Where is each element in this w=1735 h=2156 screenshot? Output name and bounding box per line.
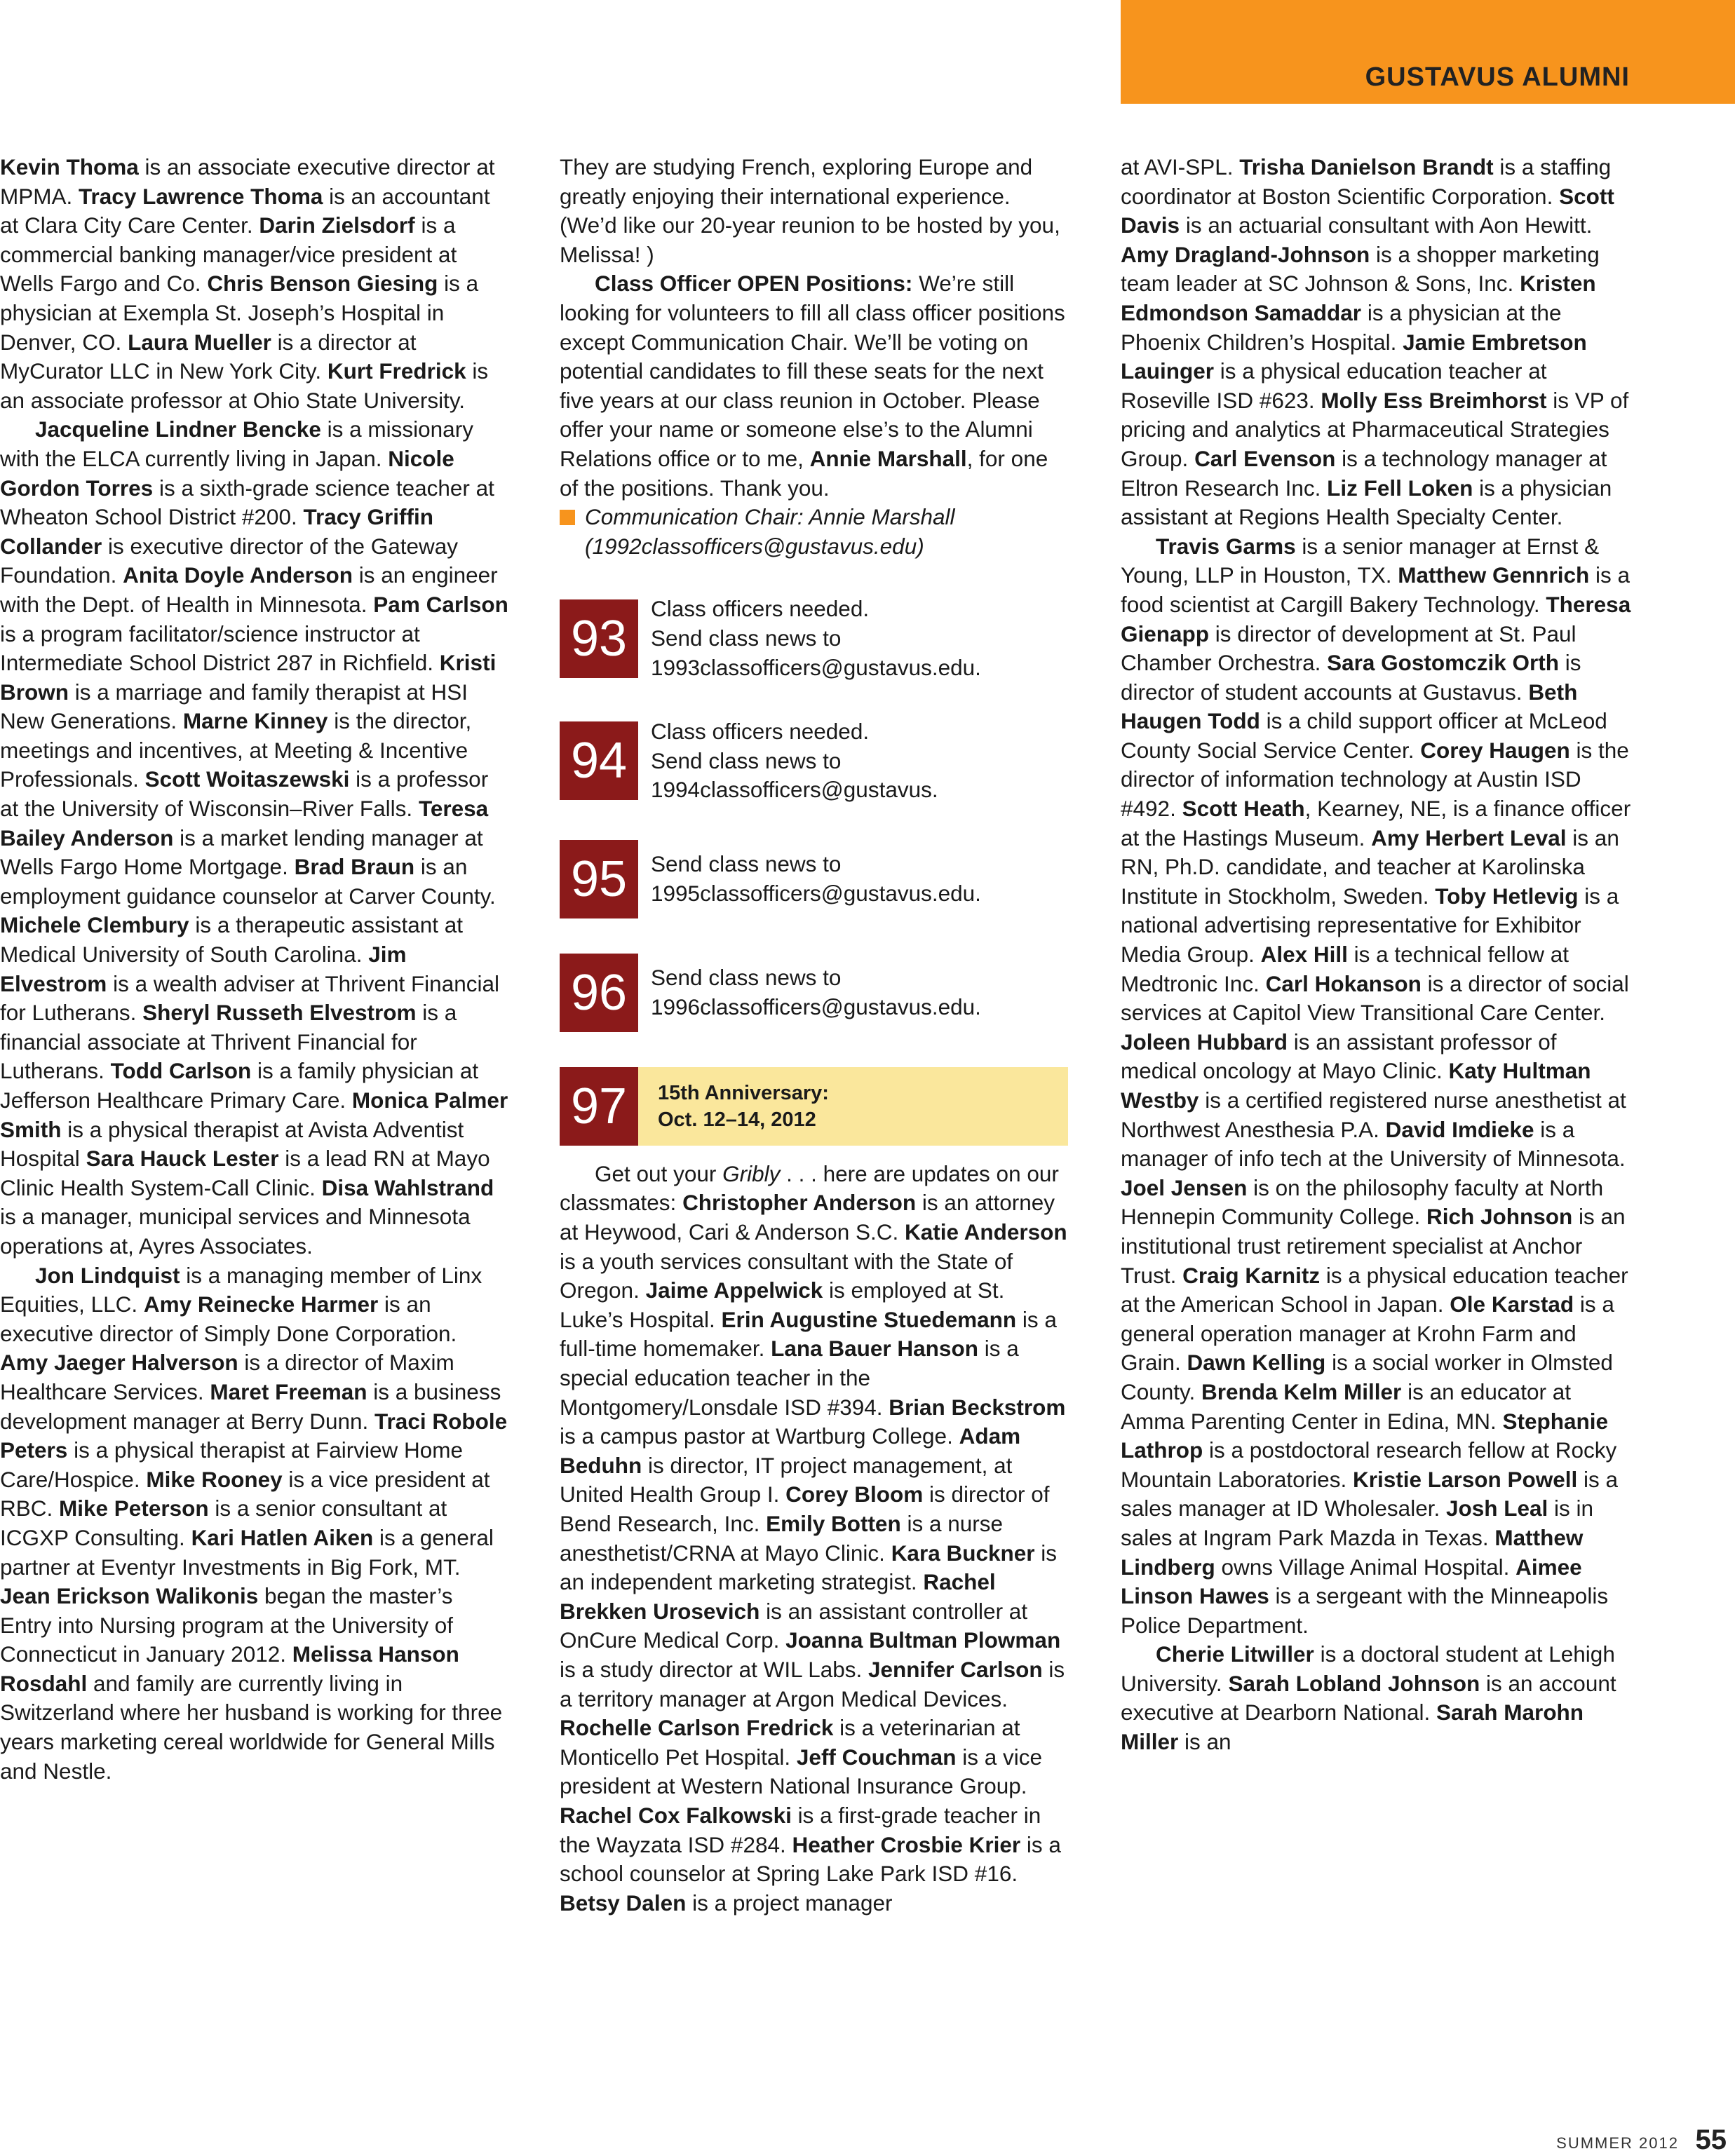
body-text: is a professor at the University of Wisconsin–River Falls. — [0, 766, 489, 822]
body-text: is a vice president at RBC. — [0, 1466, 490, 1521]
body-text: is an associate executive director at MPMA. — [0, 154, 495, 209]
body-text: is a youth services consultant with the State of Oregon. — [560, 1248, 1013, 1303]
classmate-name: Class Officer OPEN Positions: — [595, 271, 913, 297]
body-text: is an independent marketing strategist. — [560, 1540, 1058, 1595]
classmate-name: Amy Jaeger Halverson — [0, 1350, 238, 1376]
classmate-name: Cherie Litwiller — [1156, 1641, 1314, 1667]
classmate-name: Betsy Dalen — [560, 1890, 687, 1916]
year-note-line: 1996classofficers@gustavus.edu. — [651, 994, 981, 1019]
body-text: is a managing member of Linx Equities, LLC. — [0, 1262, 482, 1317]
body-text: , Kearney, NE, is a finance officer at the Hastings Museum. — [1121, 796, 1631, 850]
classmate-name: Laura Mueller — [128, 329, 271, 355]
paragraph: They are studying French, exploring Europe and greatly enjoying their international experience. (We’d like our 20-year reunion to be hosted by you, Melissa! ) — [560, 154, 1060, 267]
classmate-name: Craig Karnitz — [1182, 1262, 1321, 1288]
classmate-name: Scott Woitaszewski — [144, 766, 350, 792]
body-text: is an executive director of Simply Done Corporation. — [0, 1291, 457, 1346]
classmate-name: Chris Benson Giesing — [207, 271, 438, 297]
classmate-name: Marne Kinney — [182, 708, 328, 734]
paragraph — [1121, 532, 1633, 1641]
classmate-name: Traci Robole Peters — [0, 1408, 508, 1463]
body-text: is an RN, Ph.D. candidate, and teacher at Karolinska Institute in Stockholm, Sweden. — [1121, 825, 1619, 909]
classmate-name: Trisha Danielson Brandt — [1239, 154, 1494, 179]
classmate-name: Darin Zielsdorf — [259, 212, 415, 238]
classmate-name: Tracy Lawrence Thoma — [79, 183, 323, 209]
classmate-name: Jim Elvestrom — [0, 942, 407, 996]
body-text: is executive director of the Gateway Foundation. — [0, 533, 459, 588]
classmate-name: Jon Lindquist — [35, 1262, 180, 1288]
page-number: 55 — [1695, 2124, 1727, 2155]
classmate-name: Jean Erickson Walikonis — [0, 1583, 259, 1609]
classmate-name: Maret Freeman — [210, 1378, 367, 1404]
classmate-name: Kevin Thoma — [0, 154, 139, 179]
section-title: GUSTAVUS ALUMNI — [1365, 62, 1630, 92]
year-note-line: Send class news to — [651, 965, 842, 991]
body-text: is a physical education teacher at the American School in Japan. — [1121, 1262, 1628, 1317]
classmate-name: Alex Hill — [1260, 942, 1348, 968]
body-text: is a therapeutic assistant at Medical University of South Carolina. — [0, 912, 464, 968]
body-text: and family are currently living in Switzerland where her husband is working for three years marketing cereal worldwide for General Mills and Nestle. — [0, 1670, 503, 1784]
classmate-name: Monica Palmer Smith — [0, 1087, 508, 1142]
body-text: is a senior manager at Ernst & Young, LLP in Houston, TX. — [1121, 533, 1600, 588]
body-text: is an associate professor at Ohio State University. — [0, 358, 489, 413]
body-text: is a physical therapist at Avista Adventist Hospital — [0, 1116, 464, 1172]
classmate-name: Amy Herbert Leval — [1371, 825, 1567, 850]
classmate-name: Joanna Bultman Plowman — [785, 1627, 1061, 1653]
body-text: is employed at St. Luke’s Hospital. — [560, 1277, 1005, 1332]
body-text: is a child support officer at McLeod County Social Service Center. — [1121, 708, 1607, 763]
class-year-95 — [560, 840, 1068, 918]
classmate-name: Kari Hatlen Aiken — [191, 1524, 374, 1550]
year-number: 97 — [560, 1067, 638, 1146]
anniversary-banner — [560, 1067, 1068, 1146]
body-text: is an assistant controller at OnCure Medical Corp. — [560, 1598, 1028, 1653]
body-text: is an engineer with the Dept. of Health in Minnesota. — [0, 562, 498, 617]
classmate-name: Katie Anderson — [905, 1219, 1067, 1245]
body-text: is a market lending manager at Wells Fargo Home Mortgage. — [0, 825, 483, 880]
classmate-name: Brad Braun — [294, 854, 415, 880]
body-text: is a marriage and family therapist at HSI New Generations. — [0, 679, 468, 734]
classmate-name: Sara Hauck Lester — [86, 1146, 279, 1172]
paragraph — [0, 153, 508, 415]
body-text: is a director of social services at Capitol View Transitional Care Center. — [1121, 970, 1629, 1026]
classmate-name: Adam Beduhn — [560, 1423, 1021, 1478]
year-note — [651, 963, 981, 1022]
body-text: is a wealth adviser at Thrivent Financial for Lutherans. — [0, 970, 500, 1026]
column-3 — [1121, 153, 1633, 1757]
body-text: is a physical education teacher at Roseville ISD #623. — [1121, 358, 1547, 413]
year-note-line: Class officers needed. — [651, 719, 870, 745]
class-year-93 — [560, 595, 1068, 682]
body-text: is a veterinarian at Monticello Pet Hospital. — [560, 1715, 1020, 1770]
body-text: is a social worker in Olmsted County. — [1121, 1350, 1613, 1404]
classmate-name: Rachel Brekken Urosevich — [560, 1569, 996, 1624]
classmate-name: Joel Jensen — [1121, 1174, 1248, 1200]
body-text: is a commercial banking manager/vice president at Wells Fargo and Co. — [0, 212, 457, 297]
body-text: is the director, meetings and incentives, at Meeting & Incentive Professionals. — [0, 708, 472, 792]
classmate-name: Toby Hetlevig — [1435, 883, 1579, 909]
classmate-name: Michele Clembury — [0, 912, 189, 938]
classmate-name: Molly Ess Breimhorst — [1321, 387, 1547, 413]
body-text: is a first-grade teacher in the Wayzata ISD #284. — [560, 1802, 1041, 1857]
year-number: 93 — [560, 599, 638, 678]
classmate-name: David Imdieke — [1385, 1116, 1534, 1142]
body-text: Get out your — [595, 1160, 723, 1186]
classmate-name: Sarah Marohn Miller — [1121, 1700, 1584, 1755]
body-text: is a technical fellow at Medtronic Inc. — [1121, 942, 1569, 996]
bullet-square-icon — [560, 510, 575, 525]
paragraph — [560, 269, 1068, 503]
paragraph — [1121, 1640, 1633, 1756]
classmate-name: Corey Haugen — [1420, 737, 1570, 763]
body-text: is an accountant at Clara City Care Center. — [0, 183, 490, 238]
body-text: owns Village Animal Hospital. — [1215, 1554, 1516, 1580]
body-text: is a technology manager at Eltron Research Inc. — [1121, 445, 1607, 501]
body-text: is in sales at Ingram Park Mazda in Texas. — [1121, 1496, 1594, 1550]
classmate-name: Ole Karstad — [1450, 1291, 1574, 1317]
body-text: We’re still looking for volunteers to fill all class officer positions except Communication Chair. We’ll be voting on potential candidates to fill these seats for the next five years at our class reunion in October. Please offer your name or someone else’s to the Alumni Relations office or to me, — [560, 271, 1065, 471]
body-text: is VP of pricing and analytics at Pharmaceutical Strategies Group. — [1121, 387, 1629, 471]
classmate-name: Matthew Gennrich — [1398, 562, 1590, 588]
body-text: is a sales manager at ID Wholesaler. — [1121, 1466, 1619, 1521]
year-number: 95 — [560, 840, 638, 918]
signature-text: Communication Chair: Annie Marshall (1992classofficers@gustavus.edu) — [585, 504, 955, 559]
italic-text: Gribly — [722, 1160, 781, 1186]
classmate-name: Jennifer Carlson — [868, 1656, 1043, 1682]
classmate-name: Beth Haugen Todd — [1121, 679, 1578, 734]
classmate-name: Lana Bauer Hanson — [771, 1336, 978, 1362]
classmate-name: Nicole Gordon Torres — [0, 445, 454, 501]
paragraph — [560, 1160, 1068, 1918]
classmate-name: Matthew Lindberg — [1121, 1524, 1584, 1580]
body-text: at AVI-SPL. — [1121, 154, 1240, 179]
year-note-line: Send class news to — [651, 747, 842, 773]
classmate-name: Carl Evenson — [1194, 445, 1336, 471]
body-text: is a physician assistant at Regions Health Specialty Center. — [1121, 475, 1612, 530]
column-1 — [0, 153, 508, 1786]
classmate-name: Pam Carlson — [373, 591, 508, 617]
body-text: is a postdoctoral research fellow at Rocky Mountain Laboratories. — [1121, 1437, 1617, 1492]
body-text: is a school counselor at Spring Lake Park ISD #16. — [560, 1831, 1061, 1887]
year-note — [651, 850, 981, 908]
classmate-name: Melissa Hanson Rosdahl — [0, 1641, 459, 1696]
body-text: began the master’s Entry into Nursing program at the University of Connecticut in January 2012. — [0, 1583, 454, 1667]
year-note-line: 1995classofficers@gustavus.edu. — [651, 880, 981, 906]
body-text: is a national advertising representative for Exhibitor Media Group. — [1121, 883, 1619, 968]
body-text: is a general operation manager at Krohn Farm and Grain. — [1121, 1291, 1614, 1376]
classmate-name: Jaime Appelwick — [645, 1277, 823, 1303]
body-text: is a doctoral student at Lehigh University. — [1121, 1641, 1615, 1696]
signature — [560, 503, 1068, 561]
anniversary-text — [658, 1080, 829, 1133]
body-text: is a project manager — [686, 1890, 893, 1916]
classmate-name: Joleen Hubbard — [1121, 1029, 1288, 1055]
year-note-line: 1994classofficers@gustavus. — [651, 777, 938, 803]
section-header-band — [1121, 0, 1735, 104]
body-text: is director of Bend Research, Inc. — [560, 1482, 1050, 1536]
classmate-name: Teresa Bailey Anderson — [0, 796, 489, 850]
classmate-name: Sarah Lobland Johnson — [1228, 1670, 1480, 1696]
classmate-name: Jacqueline Lindner Bencke — [35, 416, 321, 442]
classmate-name: Liz Fell Loken — [1327, 475, 1473, 501]
classmate-name: Annie Marshall — [809, 445, 967, 471]
body-text: is an educator at Amma Parenting Center in Edina, MN. — [1121, 1378, 1571, 1434]
year-note-line: Send class news to — [651, 625, 842, 651]
body-text: is a certified registered nurse anesthetist at Northwest Anesthesia P.A. — [1121, 1087, 1626, 1142]
body-text: is a director at MyCurator LLC in New York City. — [0, 329, 417, 384]
body-text: is an assistant professor of medical oncology at Mayo Clinic. — [1121, 1029, 1557, 1084]
classmate-name: Kristie Larson Powell — [1352, 1466, 1578, 1492]
body-text: . . . here are updates on our classmates: — [560, 1160, 1059, 1216]
body-text: is a family physician at Jefferson Healthcare Primary Care. — [0, 1058, 479, 1113]
body-text: is a physician at Exempla St. Joseph’s Hospital in Denver, CO. — [0, 271, 479, 355]
body-text: is a general partner at Eventyr Investments in Big Fork, MT. — [0, 1524, 494, 1580]
body-text: is a vice president at Western National Insurance Group. — [560, 1744, 1042, 1799]
paragraph — [0, 1261, 508, 1787]
classmate-name: Disa Wahlstrand — [321, 1174, 494, 1200]
classmate-name: Travis Garms — [1156, 533, 1296, 559]
body-text: is director of student accounts at Gustavus. — [1121, 650, 1581, 705]
classmate-name: Amy Reinecke Harmer — [143, 1291, 379, 1317]
classmate-name: Mike Rooney — [146, 1466, 283, 1492]
body-text: is an actuarial consultant with Aon Hewitt. — [1180, 212, 1593, 238]
body-text: is an account executive at Dearborn National. — [1121, 1670, 1616, 1726]
column-2 — [560, 153, 1068, 1918]
classmate-name: Anita Doyle Anderson — [123, 562, 353, 588]
body-text: is a senior consultant at ICGXP Consulting. — [0, 1496, 447, 1550]
body-text: is a financial associate at Thrivent Financial for Lutherans. — [0, 1000, 457, 1084]
body-text: is the director of information technology at Austin ISD #492. — [1121, 737, 1629, 822]
body-text: is director of development at St. Paul Chamber Orchestra. — [1121, 621, 1577, 676]
classmate-name: Josh Leal — [1445, 1496, 1548, 1521]
body-text: is an employment guidance counselor at Carver County. — [0, 854, 496, 909]
classmate-name: Carl Hokanson — [1265, 970, 1422, 996]
paragraph — [0, 415, 508, 1261]
body-text: is a nurse anesthetist/CRNA at Mayo Clinic. — [560, 1511, 1004, 1566]
class-year-96 — [560, 954, 1068, 1032]
body-text: is a business development manager at Berry Dunn. — [0, 1378, 501, 1434]
body-text: is a study director at WIL Labs. — [560, 1656, 869, 1682]
year-note — [651, 595, 981, 682]
body-text: is director, IT project management, at United Health Group I. — [560, 1452, 1013, 1507]
year-number: 96 — [560, 954, 638, 1032]
anniversary-dates: Oct. 12–14, 2012 — [658, 1108, 816, 1131]
classmate-name: Kristen Edmondson Samaddar — [1121, 271, 1596, 325]
year-note-line: Send class news to — [651, 851, 842, 877]
body-text: is an attorney at Heywood, Cari & Anderson S.C. — [560, 1190, 1055, 1245]
body-text: is a program facilitator/science instructor at Intermediate School District 287 in Richfield. — [0, 621, 440, 676]
body-text: is a territory manager at Argon Medical Devices. — [560, 1656, 1065, 1711]
classmate-name: Heather Crosbie Krier — [792, 1831, 1021, 1857]
classmate-name: Rich Johnson — [1426, 1204, 1573, 1230]
body-text: is an institutional trust retirement specialist at Anchor Trust. — [1121, 1204, 1626, 1288]
classmate-name: Jeff Couchman — [796, 1744, 957, 1770]
classmate-name: Scott Heath — [1182, 796, 1305, 822]
issue-label: SUMMER 2012 — [1556, 2134, 1679, 2152]
year-note-line: 1993classofficers@gustavus.edu. — [651, 654, 981, 680]
body-text: is a sergeant with the Minneapolis Police Department. — [1121, 1583, 1609, 1638]
classmate-name: Mike Peterson — [59, 1496, 209, 1521]
year-number: 94 — [560, 721, 638, 800]
year-note — [651, 717, 938, 805]
anniversary-title: 15th Anniversary: — [658, 1081, 829, 1104]
classmate-name: Sara Gostomczik Orth — [1327, 650, 1559, 676]
classmate-name: Katy Hultman Westby — [1121, 1058, 1591, 1113]
classmate-name: Scott Davis — [1121, 183, 1614, 238]
classmate-name: Erin Augustine Stuedemann — [721, 1306, 1017, 1332]
classmate-name: Sheryl Russeth Elvestrom — [142, 1000, 417, 1026]
year-note-line: Class officers needed. — [651, 596, 870, 622]
classmate-name: Tracy Griffin Collander — [0, 504, 434, 559]
paragraph — [1121, 153, 1633, 532]
classmate-name: Aimee Linson Hawes — [1121, 1554, 1582, 1609]
classmate-name: Stephanie Lathrop — [1121, 1408, 1609, 1463]
body-text: is a lead RN at Mayo Clinic Health System-Call Clinic. — [0, 1146, 490, 1200]
body-text: is a physical therapist at Fairview Home Care/Hospice. — [0, 1437, 464, 1492]
classmate-name: Brenda Kelm Miller — [1201, 1378, 1402, 1404]
body-text: is on the philosophy faculty at North Hennepin Community College. — [1121, 1174, 1604, 1230]
body-text: is a missionary with the ELCA currently living in Japan. — [0, 416, 473, 471]
classmate-name: Brian Beckstrom — [889, 1394, 1066, 1420]
classmate-name: Todd Carlson — [110, 1058, 252, 1084]
body-text: is a manager, municipal services and Minnesota operations at, Ayres Associates. — [0, 1204, 471, 1259]
body-text: is a director of Maxim Healthcare Services. — [0, 1350, 454, 1404]
classmate-name: Kara Buckner — [891, 1540, 1035, 1566]
classmate-name: Emily Botten — [766, 1511, 901, 1536]
body-text: is a special education teacher in the Montgomery/Lonsdale ISD #394. — [560, 1336, 1019, 1420]
body-text: is an — [1178, 1729, 1231, 1755]
body-text: is a shopper marketing team leader at SC Johnson & Sons, Inc. — [1121, 241, 1600, 297]
classmate-name: Christopher Anderson — [682, 1190, 917, 1216]
page-footer — [1454, 2124, 1735, 2155]
classmate-name: Kristi Brown — [0, 650, 497, 705]
classmate-name: Jamie Embretson Lauinger — [1121, 329, 1587, 384]
classmate-name: Theresa Gienapp — [1121, 591, 1631, 646]
body-text: is a staffing coordinator at Boston Scientific Corporation. — [1121, 154, 1612, 209]
body-text: is a physician at the Phoenix Children’s Hospital. — [1121, 299, 1562, 355]
body-text: is a sixth-grade science teacher at Wheaton School District #200. — [0, 475, 494, 530]
body-text: is a full-time homemaker. — [560, 1306, 1057, 1362]
classmate-name: Dawn Kelling — [1187, 1350, 1326, 1376]
body-text: is a food scientist at Cargill Bakery Technology. — [1121, 562, 1631, 617]
classmate-name: Kurt Fredrick — [327, 358, 466, 384]
body-text: is a manager of info tech at the University of Minnesota. — [1121, 1116, 1626, 1172]
classmate-name: Corey Bloom — [785, 1482, 924, 1507]
classmate-name: Rachel Cox Falkowski — [560, 1802, 792, 1828]
classmate-name: Rochelle Carlson Fredrick — [560, 1715, 834, 1741]
body-text: is a campus pastor at Wartburg College. — [560, 1423, 959, 1449]
classmate-name: Amy Dragland-Johnson — [1121, 241, 1370, 267]
body-text: , for one of the positions. Thank you. — [560, 445, 1048, 501]
class-year-94 — [560, 717, 1068, 805]
